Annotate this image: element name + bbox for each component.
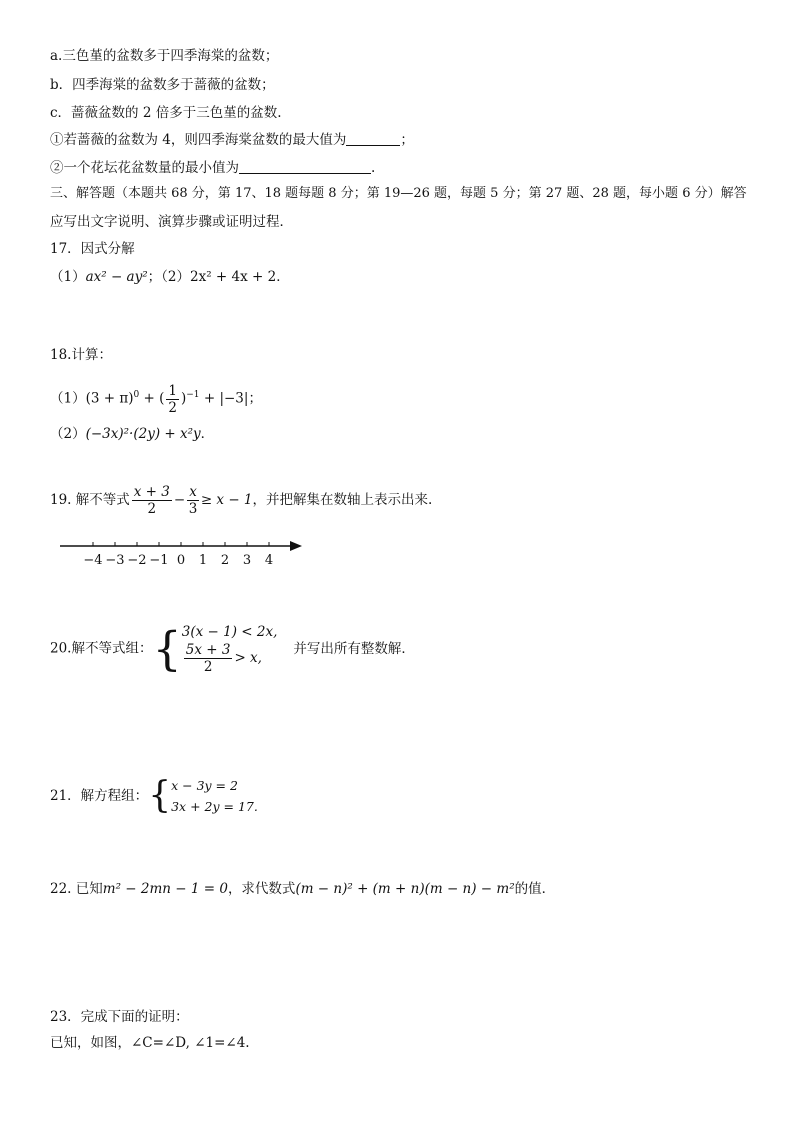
p22-mid: ，求代数式 xyxy=(227,881,296,897)
problem-17-parts xyxy=(50,268,290,286)
number-line-tick-label: −4 xyxy=(83,553,103,568)
p19-f1-num: x + 3 xyxy=(133,484,170,500)
p18-fraction xyxy=(166,383,179,416)
section-header-line1: 三、解答题（本题共 68 分，第 17、18 题每题 8 分；第 19—26 题，每题 5 分；第 27 题、28 题，每小题 6 分）解答 xyxy=(50,186,747,201)
p20-eq1-text: 3(x − 1) < 2x, xyxy=(181,624,278,640)
p18-term-c: ) xyxy=(180,390,187,407)
p19-f1-den: 2 xyxy=(147,501,157,517)
number-line-tick-label: −1 xyxy=(149,553,169,568)
p19-minus: − xyxy=(173,492,186,508)
problem-18-part2 xyxy=(50,425,214,443)
p21-system xyxy=(171,775,258,817)
answer-blank-1[interactable] xyxy=(346,131,400,146)
p19-suffix: ，并把解集在数轴上表示出来. xyxy=(252,492,433,508)
problem-18-part1 xyxy=(50,378,262,416)
question-16-2-text: ②一个花坛花盆数量的最小值为 xyxy=(50,160,239,176)
p22-given: m² − 2mn − 1 = 0 xyxy=(102,881,228,897)
p19-rhs: ≥ x − 1 xyxy=(200,492,253,508)
p20-eq2-rhs: > x, xyxy=(234,650,262,666)
p20-brace: { xyxy=(152,621,182,676)
p20-suffix: 并写出所有整数解． xyxy=(293,640,415,657)
p18-term-d: + |−3| xyxy=(199,390,249,407)
problem-23-title: 23．完成下面的证明： xyxy=(50,1009,189,1025)
p20-prefix: 20.解不等式组： xyxy=(50,640,153,657)
p18-term-a: (3 + π) xyxy=(85,390,134,407)
p17-part1-label: （1） xyxy=(50,269,86,285)
number-line-tick-label: 2 xyxy=(220,553,230,568)
p18-part2-label: （2） xyxy=(50,426,86,442)
p17-end: ． xyxy=(276,269,290,285)
p18-term-b: + ( xyxy=(139,390,165,407)
question-16-2 xyxy=(50,159,375,177)
p19-fraction-2 xyxy=(187,484,199,517)
number-line-tick-label: 1 xyxy=(198,553,208,568)
p21-brace: { xyxy=(148,775,172,816)
p20-fraction xyxy=(184,642,233,675)
question-16-1-text: ①若蔷薇的盆数为 4，则四季海棠盆数的最大值为 xyxy=(50,132,347,148)
p17-separator: ；（2） xyxy=(147,269,190,285)
p18-part1-end: ； xyxy=(248,390,262,407)
number-line xyxy=(58,536,308,570)
p20-eq1 xyxy=(182,622,278,642)
p18-term-a-exp: 0 xyxy=(133,390,140,400)
p20-eq2 xyxy=(182,642,278,675)
question-16-1-end: ； xyxy=(400,132,414,148)
p21-eq1-text: x − 3y = 2 xyxy=(171,778,238,793)
problem-20 xyxy=(50,622,415,675)
option-b: b．四季海棠的盆数多于蔷薇的盆数； xyxy=(50,77,275,93)
p20-frac-num: 5x + 3 xyxy=(185,642,231,658)
problem-21 xyxy=(50,773,258,819)
p18-frac-den: 2 xyxy=(168,399,177,416)
question-16-1 xyxy=(50,131,414,149)
p21-eq1 xyxy=(171,775,258,796)
number-line-tick-label: 0 xyxy=(176,553,186,568)
number-line-tick-label: −2 xyxy=(127,553,147,568)
p21-eq2 xyxy=(171,796,258,817)
p20-frac-den: 2 xyxy=(203,659,213,675)
p17-part1-expr: ax² − ay² xyxy=(85,269,148,285)
number-line-arrow-icon xyxy=(290,541,302,551)
answer-blank-2[interactable] xyxy=(239,159,371,174)
p17-part2-expr: 2x² + 4x + 2 xyxy=(190,269,277,285)
number-line-tick-label: −3 xyxy=(105,553,125,568)
p19-f2-num: x xyxy=(189,484,197,500)
p20-system xyxy=(182,622,278,675)
problem-22 xyxy=(50,880,555,898)
p19-fraction-1 xyxy=(132,484,172,517)
question-16-2-end: . xyxy=(371,160,376,176)
number-line-tick-label: 3 xyxy=(242,553,252,568)
problem-18-title: 18.计算： xyxy=(50,347,112,363)
p21-prefix: 21．解方程组： xyxy=(50,788,149,804)
problem-19 xyxy=(50,480,432,520)
p22-suffix: 的值． xyxy=(514,881,556,897)
p22-expr: (m − n)² + (m + n)(m − n) − m² xyxy=(295,881,515,897)
problem-23-given: 已知，如图，∠C=∠D, ∠1=∠4. xyxy=(50,1035,250,1051)
p18-part1-label: （1） xyxy=(50,390,86,407)
p19-prefix: 19. 解不等式 xyxy=(50,492,130,508)
option-c: c．蔷薇盆数的 2 倍多于三色堇的盆数. xyxy=(50,105,282,121)
p18-part2-end: ． xyxy=(200,426,215,442)
section-header-line2: 应写出文字说明、演算步骤或证明过程． xyxy=(50,214,293,230)
problem-17-title: 17．因式分解 xyxy=(50,241,135,257)
p21-eq2-text: 3x + 2y = 17. xyxy=(171,799,258,814)
option-a: a.三色堇的盆数多于四季海棠的盆数； xyxy=(50,48,279,64)
p18-frac-num: 1 xyxy=(168,382,177,399)
p22-prefix: 22. 已知 xyxy=(50,881,103,897)
p19-f2-den: 3 xyxy=(188,501,198,517)
p18-term-c-exp: −1 xyxy=(186,390,200,400)
p18-part2-expr: (−3x)²·(2y) + x²y xyxy=(85,426,201,442)
number-line-tick-label: 4 xyxy=(264,553,274,568)
